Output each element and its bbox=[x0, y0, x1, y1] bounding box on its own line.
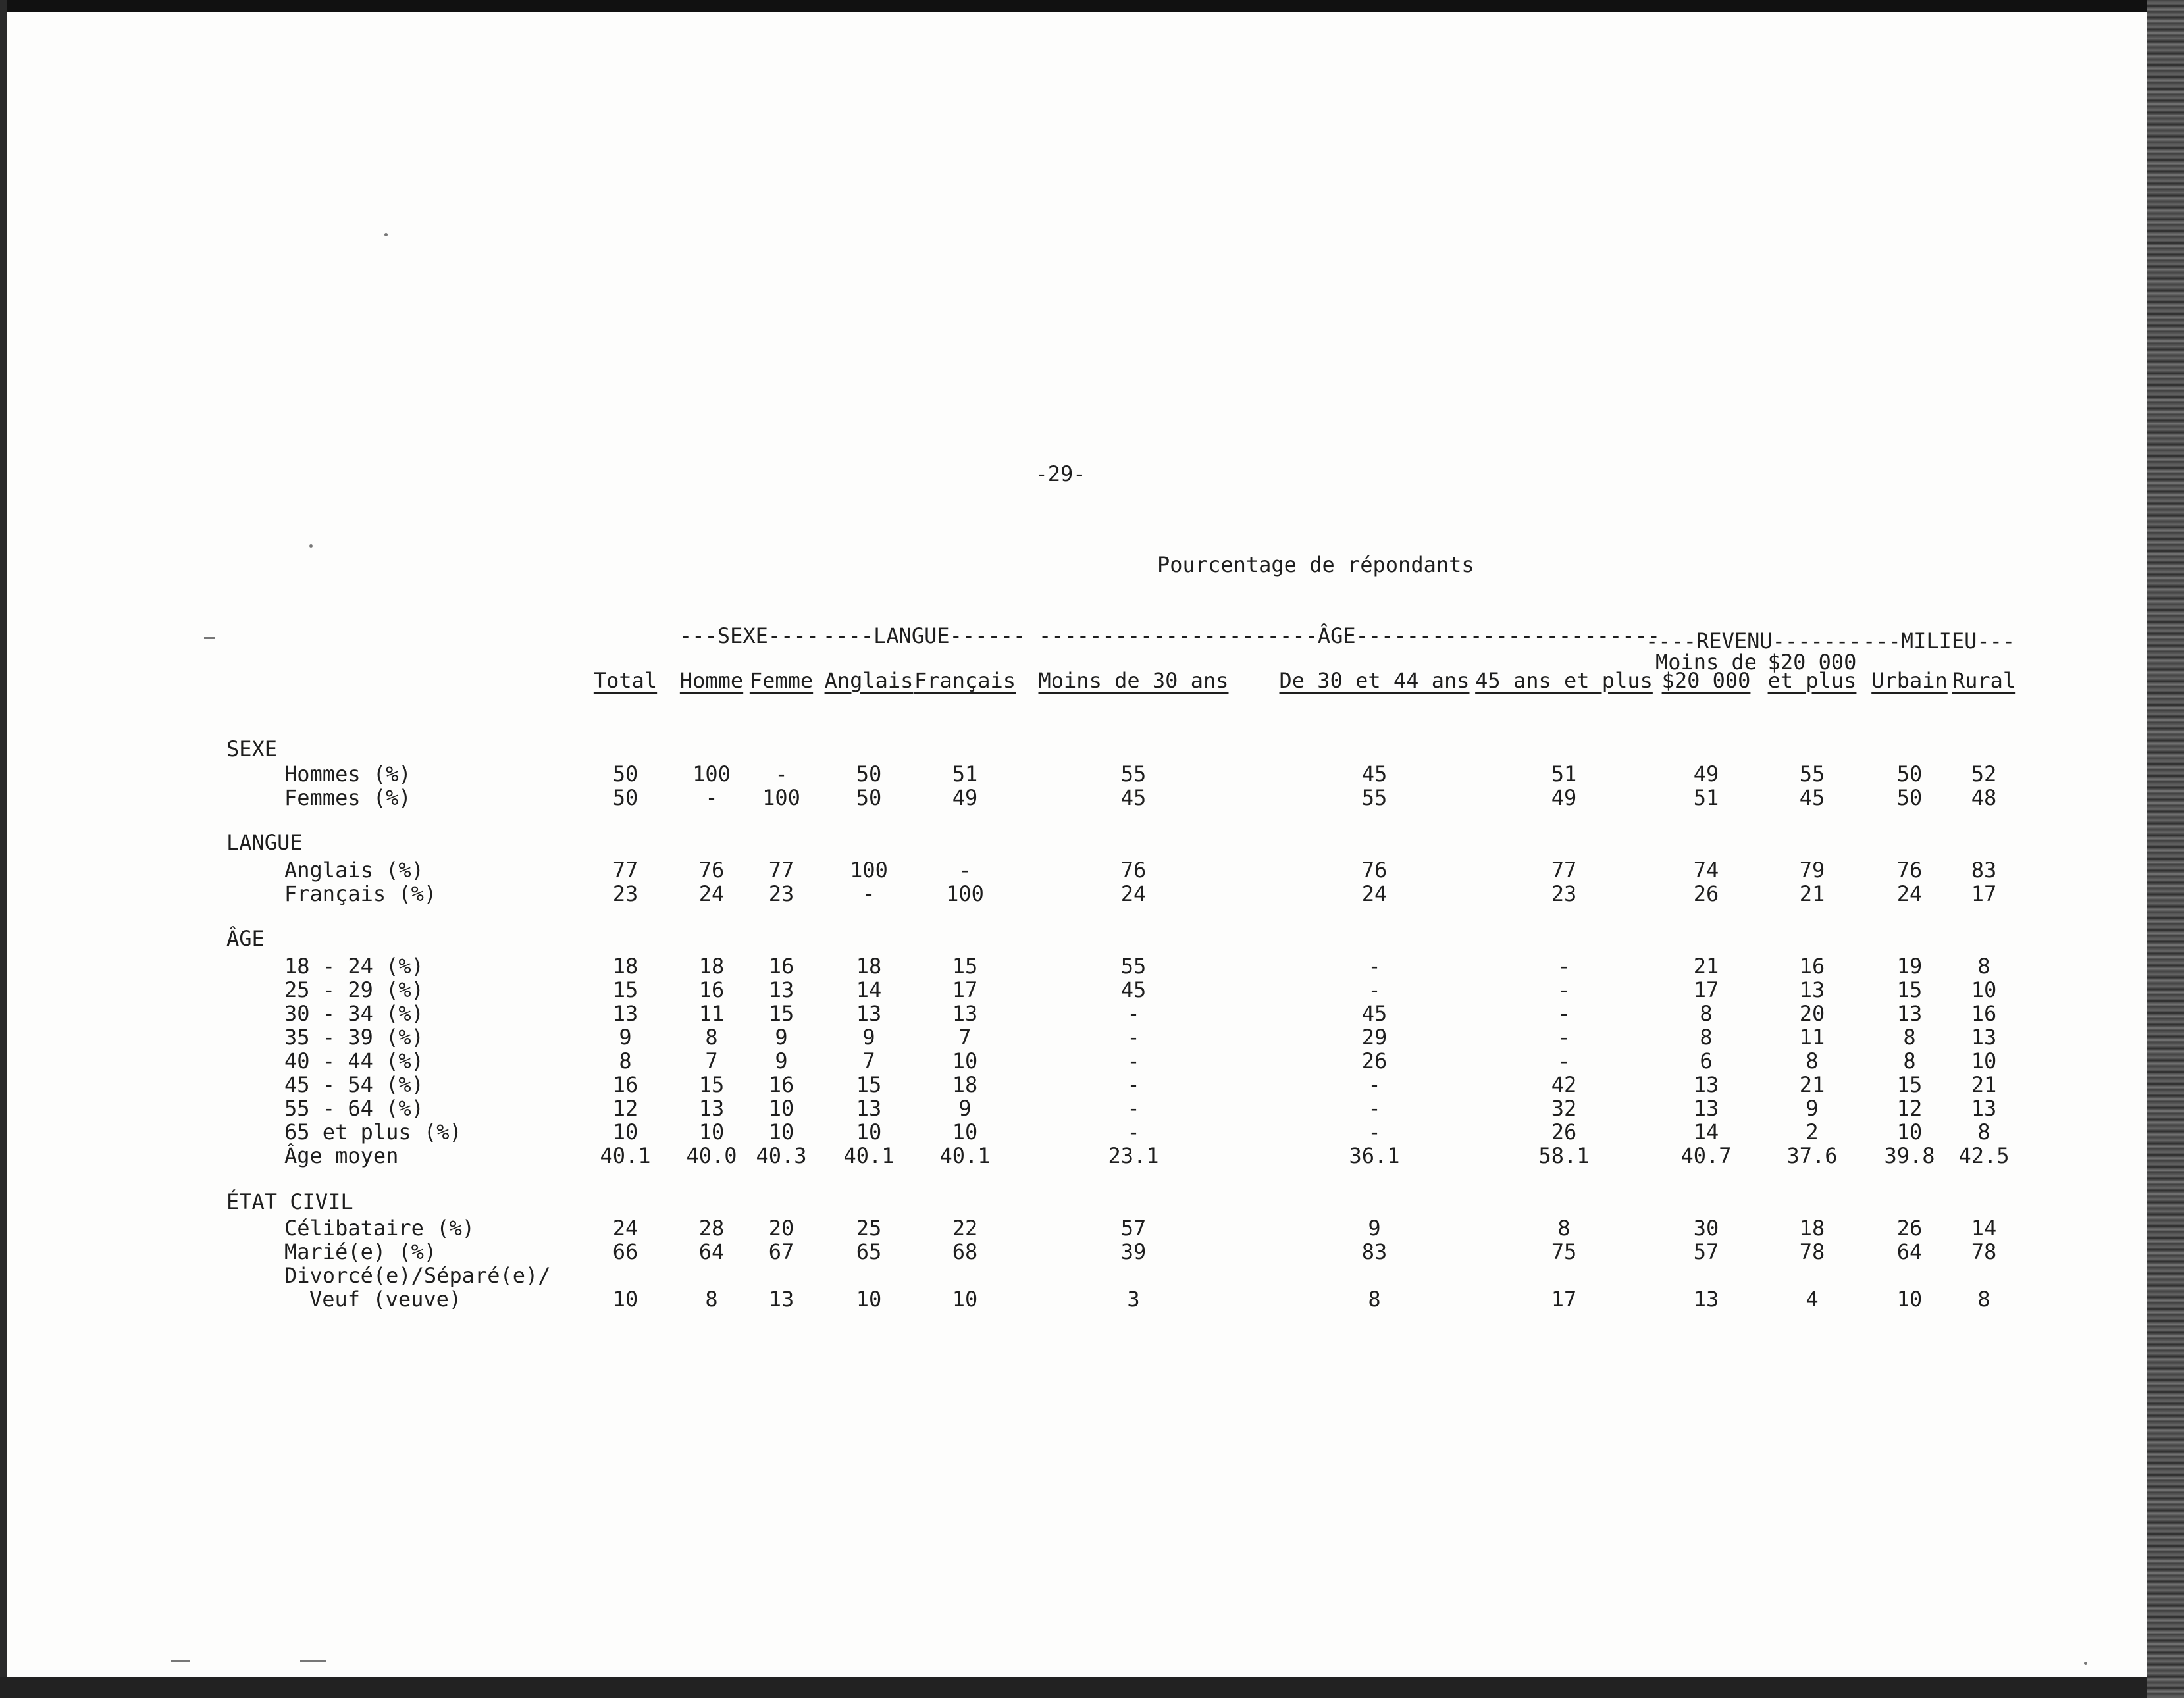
table-cell: 7 bbox=[958, 1025, 972, 1050]
table-cell: 26 bbox=[1693, 881, 1719, 906]
group-header-age: ----------------------ÂGE------------------------ bbox=[1039, 623, 1661, 648]
table-cell: 76 bbox=[1361, 858, 1388, 883]
row-label: Veuf (veuve) bbox=[309, 1287, 462, 1312]
table-cell: 83 bbox=[1361, 1239, 1388, 1264]
table-cell: - bbox=[1557, 1025, 1571, 1050]
table-cell: 16 bbox=[1971, 1001, 1997, 1026]
table-cell: 15 bbox=[1896, 1072, 1923, 1097]
table-cell: 24 bbox=[1896, 881, 1923, 906]
table-cell: 40.1 bbox=[843, 1143, 895, 1168]
table-cell: 7 bbox=[862, 1048, 875, 1073]
row-label: Anglais (%) bbox=[284, 858, 424, 883]
table-cell: - bbox=[1557, 977, 1571, 1002]
table-cell: 12 bbox=[1896, 1096, 1923, 1121]
section-title: ÂGE bbox=[226, 926, 265, 951]
section-title: LANGUE bbox=[226, 830, 303, 855]
table-cell: 13 bbox=[1799, 977, 1825, 1002]
table-cell: 45 bbox=[1799, 785, 1825, 810]
column-header: Femme bbox=[749, 668, 814, 693]
table-cell: 49 bbox=[1693, 761, 1719, 786]
table-cell: 8 bbox=[1700, 1001, 1713, 1026]
table-cell: 13 bbox=[612, 1001, 638, 1026]
table-cell: 55 bbox=[1799, 761, 1825, 786]
table-cell: 13 bbox=[1896, 1001, 1923, 1026]
table-cell: 45 bbox=[1120, 785, 1147, 810]
table-cell: 23.1 bbox=[1108, 1143, 1159, 1168]
table-cell: 8 bbox=[1977, 1287, 1990, 1312]
table-cell: - bbox=[958, 858, 972, 883]
table-cell: 20 bbox=[1799, 1001, 1825, 1026]
table-cell: 76 bbox=[698, 858, 725, 883]
column-header: $20 000 bbox=[1661, 668, 1751, 693]
table-cell: 15 bbox=[1896, 977, 1923, 1002]
table-cell: 8 bbox=[705, 1025, 718, 1050]
table-cell: 76 bbox=[1896, 858, 1923, 883]
section-title: ÉTAT CIVIL bbox=[226, 1189, 353, 1214]
table-cell: 10 bbox=[952, 1287, 978, 1312]
table-cell: - bbox=[1368, 1072, 1381, 1097]
group-header-langue: ----LANGUE------ bbox=[823, 623, 1026, 648]
table-cell: 40.1 bbox=[600, 1143, 651, 1168]
table-cell: 23 bbox=[1551, 881, 1577, 906]
table-cell: 50 bbox=[612, 785, 638, 810]
table-cell: 18 bbox=[1799, 1216, 1825, 1241]
table-cell: 28 bbox=[698, 1216, 725, 1241]
table-cell: 17 bbox=[1693, 977, 1719, 1002]
table-cell: 29 bbox=[1361, 1025, 1388, 1050]
table-cell: 18 bbox=[952, 1072, 978, 1097]
column-header: 45 ans et plus bbox=[1475, 668, 1653, 693]
table-cell: 76 bbox=[1120, 858, 1147, 883]
row-label: Divorcé(e)/Séparé(e)/ bbox=[284, 1263, 551, 1288]
column-header-top: Moins de bbox=[1655, 650, 1757, 675]
table-cell: 8 bbox=[1806, 1048, 1819, 1073]
table-cell: 57 bbox=[1120, 1216, 1147, 1241]
table-cell: - bbox=[1127, 1119, 1140, 1145]
table-cell: 100 bbox=[946, 881, 984, 906]
table-cell: 4 bbox=[1806, 1287, 1819, 1312]
table-cell: 16 bbox=[768, 954, 794, 979]
table-cell: 9 bbox=[862, 1025, 875, 1050]
table-cell: 39 bbox=[1120, 1239, 1147, 1264]
table-cell: 66 bbox=[612, 1239, 638, 1264]
table-cell: 7 bbox=[705, 1048, 718, 1073]
table-cell: - bbox=[1368, 1096, 1381, 1121]
table-cell: 8 bbox=[619, 1048, 632, 1073]
table-cell: 8 bbox=[1977, 1119, 1990, 1145]
table-cell: 20 bbox=[768, 1216, 794, 1241]
table-cell: 24 bbox=[1361, 881, 1388, 906]
table-cell: 10 bbox=[952, 1048, 978, 1073]
table-cell: 32 bbox=[1551, 1096, 1577, 1121]
table-cell: 40.3 bbox=[756, 1143, 807, 1168]
table-cell: 58.1 bbox=[1538, 1143, 1590, 1168]
table-cell: 10 bbox=[856, 1287, 882, 1312]
table-cell: 13 bbox=[698, 1096, 725, 1121]
table-cell: 23 bbox=[768, 881, 794, 906]
table-cell: 49 bbox=[952, 785, 978, 810]
table-cell: 22 bbox=[952, 1216, 978, 1241]
table-cell: 15 bbox=[768, 1001, 794, 1026]
table-cell: 26 bbox=[1896, 1216, 1923, 1241]
table-cell: 16 bbox=[1799, 954, 1825, 979]
table-cell: 13 bbox=[768, 977, 794, 1002]
table-cell: 13 bbox=[1971, 1025, 1997, 1050]
table-cell: 52 bbox=[1971, 761, 1997, 786]
page-number: -29- bbox=[1035, 461, 1086, 486]
table-cell: - bbox=[1368, 954, 1381, 979]
table-cell: 10 bbox=[612, 1287, 638, 1312]
table-cell: - bbox=[705, 785, 718, 810]
table-cell: 65 bbox=[856, 1239, 882, 1264]
row-label: Âge moyen bbox=[284, 1143, 399, 1168]
table-cell: 55 bbox=[1120, 954, 1147, 979]
table-cell: 10 bbox=[1896, 1287, 1923, 1312]
table-cell: 42 bbox=[1551, 1072, 1577, 1097]
table-cell: 21 bbox=[1799, 1072, 1825, 1097]
row-label: 30 - 34 (%) bbox=[284, 1001, 424, 1026]
table-cell: - bbox=[1127, 1072, 1140, 1097]
table-cell: 8 bbox=[1903, 1048, 1916, 1073]
table-cell: 37.6 bbox=[1786, 1143, 1838, 1168]
table-cell: 16 bbox=[698, 977, 725, 1002]
table-cell: 74 bbox=[1693, 858, 1719, 883]
section-title: SEXE bbox=[226, 736, 278, 761]
table-cell: 21 bbox=[1693, 954, 1719, 979]
table-cell: 2 bbox=[1806, 1119, 1819, 1145]
table-cell: - bbox=[1127, 1025, 1140, 1050]
table-cell: 23 bbox=[612, 881, 638, 906]
row-label: 25 - 29 (%) bbox=[284, 977, 424, 1002]
table-cell: 45 bbox=[1361, 1001, 1388, 1026]
column-header: Moins de 30 ans bbox=[1038, 668, 1229, 693]
table-cell: 13 bbox=[1693, 1072, 1719, 1097]
table-cell: - bbox=[1557, 1048, 1571, 1073]
group-header-milieu: ---MILIEU--- bbox=[1863, 629, 2015, 654]
table-cell: 64 bbox=[698, 1239, 725, 1264]
table-cell: 13 bbox=[1693, 1096, 1719, 1121]
table-cell: 9 bbox=[619, 1025, 632, 1050]
table-cell: 48 bbox=[1971, 785, 1997, 810]
table-cell: 30 bbox=[1693, 1216, 1719, 1241]
scan-speck bbox=[2084, 1662, 2087, 1665]
row-label: 55 - 64 (%) bbox=[284, 1096, 424, 1121]
group-header-sexe: ---SEXE---- bbox=[679, 623, 819, 648]
column-header: et plus bbox=[1767, 668, 1857, 693]
table-cell: 13 bbox=[856, 1001, 882, 1026]
table-cell: 83 bbox=[1971, 858, 1997, 883]
table-cell: 10 bbox=[698, 1119, 725, 1145]
table-cell: 13 bbox=[952, 1001, 978, 1026]
table-cell: 77 bbox=[768, 858, 794, 883]
table-cell: 11 bbox=[698, 1001, 725, 1026]
table-cell: 9 bbox=[775, 1048, 788, 1073]
table-cell: 10 bbox=[612, 1119, 638, 1145]
scan-border-bottom bbox=[0, 1677, 2184, 1698]
table-cell: 50 bbox=[856, 761, 882, 786]
table-cell: 18 bbox=[612, 954, 638, 979]
table-cell: 8 bbox=[705, 1287, 718, 1312]
table-cell: 8 bbox=[1557, 1216, 1571, 1241]
table-cell: 10 bbox=[856, 1119, 882, 1145]
table-heading: Pourcentage de répondants bbox=[1157, 552, 1474, 577]
table-cell: 78 bbox=[1971, 1239, 1997, 1264]
table-cell: 39.8 bbox=[1884, 1143, 1935, 1168]
table-cell: 9 bbox=[1806, 1096, 1819, 1121]
table-cell: - bbox=[1127, 1001, 1140, 1026]
table-cell: 10 bbox=[768, 1096, 794, 1121]
table-cell: 9 bbox=[1368, 1216, 1381, 1241]
table-cell: 68 bbox=[952, 1239, 978, 1264]
table-cell: 10 bbox=[1971, 977, 1997, 1002]
table-cell: 18 bbox=[698, 954, 725, 979]
table-cell: 13 bbox=[1971, 1096, 1997, 1121]
table-cell: 24 bbox=[612, 1216, 638, 1241]
row-label: Femmes (%) bbox=[284, 785, 411, 810]
table-cell: 26 bbox=[1361, 1048, 1388, 1073]
table-cell: 15 bbox=[952, 954, 978, 979]
table-cell: 50 bbox=[612, 761, 638, 786]
table-cell: 42.5 bbox=[1958, 1143, 2010, 1168]
row-label: 40 - 44 (%) bbox=[284, 1048, 424, 1073]
table-cell: 11 bbox=[1799, 1025, 1825, 1050]
table-cell: 100 bbox=[692, 761, 731, 786]
scan-speck bbox=[300, 1660, 326, 1662]
row-label: Célibataire (%) bbox=[284, 1216, 475, 1241]
table-cell: 14 bbox=[856, 977, 882, 1002]
table-cell: 67 bbox=[768, 1239, 794, 1264]
table-cell: 8 bbox=[1903, 1025, 1916, 1050]
table-cell: 36.1 bbox=[1349, 1143, 1400, 1168]
column-header-top: $20 000 bbox=[1767, 650, 1857, 675]
table-cell: 10 bbox=[1896, 1119, 1923, 1145]
table-cell: 51 bbox=[1551, 761, 1577, 786]
column-header: Anglais bbox=[824, 668, 914, 693]
row-label: 65 et plus (%) bbox=[284, 1119, 462, 1145]
row-label: Français (%) bbox=[284, 881, 437, 906]
table-cell: 8 bbox=[1700, 1025, 1713, 1050]
table-cell: 14 bbox=[1971, 1216, 1997, 1241]
row-label: 45 - 54 (%) bbox=[284, 1072, 424, 1097]
table-cell: 77 bbox=[1551, 858, 1577, 883]
table-cell: 13 bbox=[768, 1287, 794, 1312]
table-cell: 15 bbox=[856, 1072, 882, 1097]
scan-border-right bbox=[2147, 0, 2184, 1698]
scan-speck bbox=[309, 544, 313, 548]
table-cell: 21 bbox=[1799, 881, 1825, 906]
table-cell: 57 bbox=[1693, 1239, 1719, 1264]
column-header: Rural bbox=[1952, 668, 2016, 693]
table-cell: - bbox=[1557, 954, 1571, 979]
table-cell: 15 bbox=[698, 1072, 725, 1097]
table-cell: 13 bbox=[1693, 1287, 1719, 1312]
table-cell: 40.7 bbox=[1680, 1143, 1732, 1168]
table-cell: - bbox=[1368, 977, 1381, 1002]
table-cell: 45 bbox=[1361, 761, 1388, 786]
table-cell: 75 bbox=[1551, 1239, 1577, 1264]
table-cell: 18 bbox=[856, 954, 882, 979]
table-cell: 8 bbox=[1368, 1287, 1381, 1312]
row-label: Marié(e) (%) bbox=[284, 1239, 437, 1264]
table-cell: 3 bbox=[1127, 1287, 1140, 1312]
scan-speck bbox=[171, 1660, 190, 1662]
table-cell: 19 bbox=[1896, 954, 1923, 979]
table-cell: 79 bbox=[1799, 858, 1825, 883]
table-cell: 50 bbox=[1896, 761, 1923, 786]
table-cell: 25 bbox=[856, 1216, 882, 1241]
table-cell: 16 bbox=[612, 1072, 638, 1097]
table-cell: 40.1 bbox=[939, 1143, 991, 1168]
table-cell: - bbox=[1557, 1001, 1571, 1026]
table-cell: - bbox=[775, 761, 788, 786]
row-label: 18 - 24 (%) bbox=[284, 954, 424, 979]
column-header: Urbain bbox=[1871, 668, 1948, 693]
table-cell: 51 bbox=[952, 761, 978, 786]
scan-speck bbox=[204, 637, 215, 639]
row-label: Hommes (%) bbox=[284, 761, 411, 786]
column-header: Homme bbox=[679, 668, 744, 693]
table-cell: 13 bbox=[856, 1096, 882, 1121]
table-cell: 9 bbox=[958, 1096, 972, 1121]
table-cell: 15 bbox=[612, 977, 638, 1002]
table-cell: - bbox=[1127, 1096, 1140, 1121]
table-cell: 9 bbox=[775, 1025, 788, 1050]
table-cell: 50 bbox=[1896, 785, 1923, 810]
table-cell: 26 bbox=[1551, 1119, 1577, 1145]
table-cell: 51 bbox=[1693, 785, 1719, 810]
table-cell: 55 bbox=[1120, 761, 1147, 786]
scan-speck bbox=[384, 233, 388, 236]
table-cell: 100 bbox=[850, 858, 888, 883]
table-cell: 10 bbox=[768, 1119, 794, 1145]
table-cell: 10 bbox=[952, 1119, 978, 1145]
table-cell: 12 bbox=[612, 1096, 638, 1121]
scan-border-left bbox=[0, 0, 7, 1698]
table-cell: 78 bbox=[1799, 1239, 1825, 1264]
group-header-revenu: ----REVENU------- bbox=[1646, 629, 1861, 654]
table-cell: 8 bbox=[1977, 954, 1990, 979]
table-cell: - bbox=[1127, 1048, 1140, 1073]
table-cell: 17 bbox=[952, 977, 978, 1002]
scan-border-top bbox=[0, 0, 2184, 12]
column-header: Total bbox=[593, 668, 658, 693]
table-cell: 21 bbox=[1971, 1072, 1997, 1097]
table-cell: 17 bbox=[1551, 1287, 1577, 1312]
table-cell: 6 bbox=[1700, 1048, 1713, 1073]
table-cell: 10 bbox=[1971, 1048, 1997, 1073]
table-cell: 17 bbox=[1971, 881, 1997, 906]
table-cell: - bbox=[862, 881, 875, 906]
table-cell: 24 bbox=[698, 881, 725, 906]
row-label: 35 - 39 (%) bbox=[284, 1025, 424, 1050]
column-header: Français bbox=[914, 668, 1016, 693]
table-cell: 24 bbox=[1120, 881, 1147, 906]
table-cell: 100 bbox=[762, 785, 800, 810]
table-cell: 16 bbox=[768, 1072, 794, 1097]
table-cell: 14 bbox=[1693, 1119, 1719, 1145]
table-cell: 45 bbox=[1120, 977, 1147, 1002]
column-header: De 30 et 44 ans bbox=[1279, 668, 1470, 693]
table-cell: 77 bbox=[612, 858, 638, 883]
table-cell: 50 bbox=[856, 785, 882, 810]
table-cell: 64 bbox=[1896, 1239, 1923, 1264]
table-cell: 55 bbox=[1361, 785, 1388, 810]
table-cell: 49 bbox=[1551, 785, 1577, 810]
table-cell: 40.0 bbox=[686, 1143, 737, 1168]
table-cell: - bbox=[1368, 1119, 1381, 1145]
